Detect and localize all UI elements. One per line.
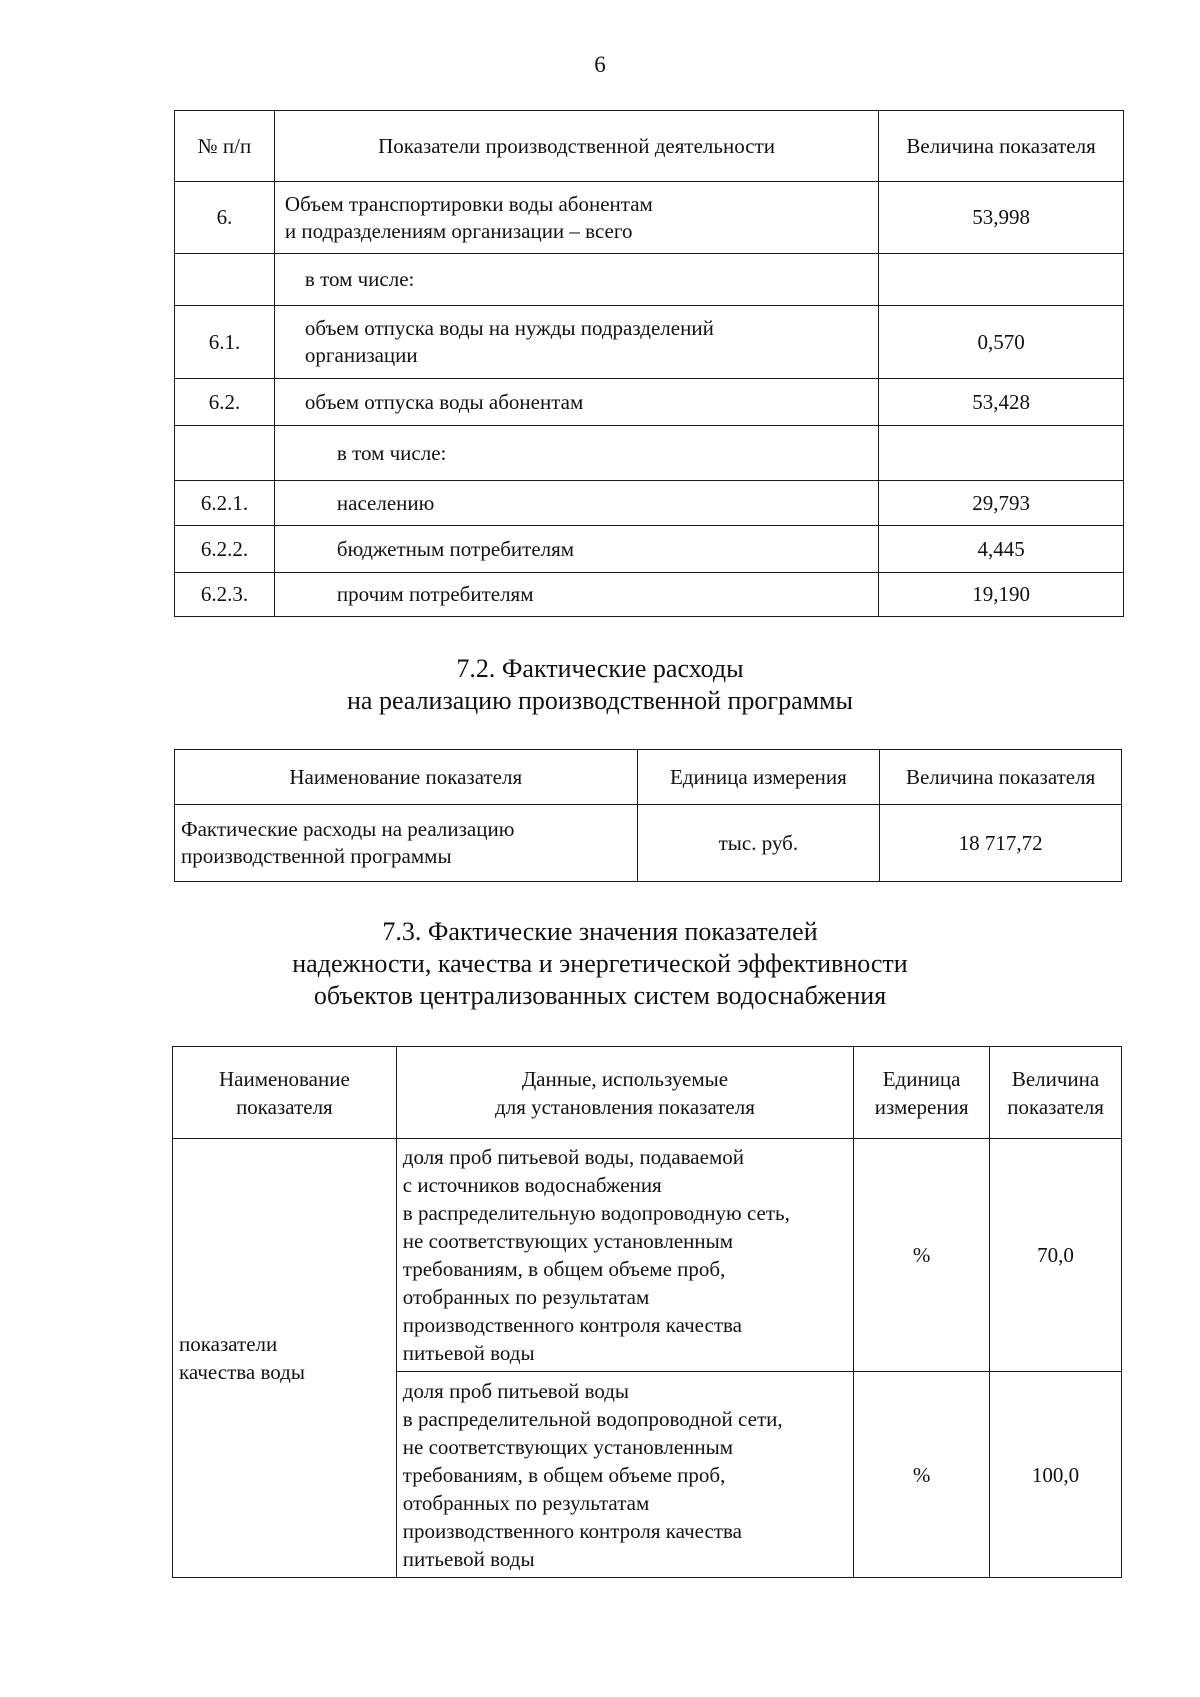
header-unit: Единица измерения (637, 750, 880, 805)
row-num (175, 254, 275, 306)
row-num: 6.2. (175, 379, 275, 426)
row-num: 6. (175, 182, 275, 254)
row-num: 6.2.3. (175, 573, 275, 617)
header-num: № п/п (175, 111, 275, 182)
header-line: измерения (874, 1094, 969, 1119)
row-data-line: отобранных по результатам (402, 1490, 650, 1515)
header-line: Данные, используемые (521, 1066, 729, 1091)
table-row (173, 1139, 1122, 1372)
table-row (175, 426, 1124, 481)
section-title-line: надежности, качества и энергетической эффективности (292, 949, 908, 978)
table-header-row (175, 750, 1122, 805)
table-row (175, 805, 1122, 882)
header-line: показателя (236, 1094, 333, 1119)
group-label-line: показатели (179, 1332, 278, 1356)
row-data-line: производственного контроля качества (402, 1518, 742, 1543)
row-label-line: и подразделениям организации – всего (284, 218, 633, 243)
group-label-line: качества воды (179, 1360, 305, 1384)
table-header-row (173, 1047, 1122, 1139)
header-line: Величина (1011, 1066, 1100, 1091)
row-data (396, 1139, 853, 1372)
quality-indicators-table (172, 1046, 1122, 1578)
row-data (396, 1372, 853, 1578)
page-number: 6 (594, 52, 606, 77)
row-data-line: питьевой воды (402, 1341, 535, 1365)
header-line: Единица (882, 1066, 961, 1091)
header-line: для установления показателя (495, 1094, 755, 1119)
row-value: 29,793 (879, 481, 1124, 526)
row-label-line: Объем транспортировки воды абонентам (284, 191, 653, 216)
row-value (879, 254, 1124, 306)
row-num: 6.2.1. (175, 481, 275, 526)
row-label: в том числе: (274, 426, 878, 481)
header-name (173, 1047, 397, 1139)
header-value: Величина показателя (879, 111, 1124, 182)
row-data-line: требованиям, в общем объеме проб, (402, 1462, 726, 1487)
row-data-line: с источников водоснабжения (402, 1173, 662, 1197)
row-value: 19,190 (879, 573, 1124, 617)
row-unit: % (854, 1139, 990, 1372)
expenses-table (174, 749, 1122, 882)
row-name-line: производственной программы (181, 844, 452, 868)
row-data-line: доля проб питьевой воды, подаваемой (402, 1145, 744, 1169)
row-value: 18 717,72 (880, 805, 1122, 882)
row-value: 53,998 (879, 182, 1124, 254)
row-label: прочим потребителям (274, 573, 878, 617)
group-label (173, 1139, 397, 1578)
section-7-2-title (0, 653, 1200, 717)
row-label-line: объем отпуска воды на нужды подразделений (304, 316, 714, 340)
header-name: Наименование показателя (175, 750, 638, 805)
section-title-line: на реализацию производственной программы (346, 686, 853, 715)
row-data-line: требованиям, в общем объеме проб, (402, 1257, 726, 1281)
row-num: 6.1. (175, 306, 275, 379)
row-data-line: не соответствующих установленным (402, 1229, 734, 1253)
header-indicator: Показатели производственной деятельности (274, 111, 878, 182)
row-name-line: Фактические расходы на реализацию (181, 817, 515, 841)
header-value (990, 1047, 1122, 1139)
row-num (175, 426, 275, 481)
row-data-line: питьевой воды (402, 1546, 535, 1571)
production-indicators-table (174, 110, 1124, 617)
row-value: 0,570 (879, 306, 1124, 379)
table-row (175, 573, 1124, 617)
row-unit: тыс. руб. (637, 805, 880, 882)
section-title-line: 7.3. Фактические значения показателей (382, 917, 818, 946)
table-row (175, 526, 1124, 573)
table-row (175, 481, 1124, 526)
row-label-line: организации (304, 343, 418, 367)
row-data-line: в распределительную водопроводную сеть, (402, 1201, 790, 1225)
row-data-line: производственного контроля качества (402, 1313, 742, 1337)
row-value (879, 426, 1124, 481)
header-line: показателя (1007, 1094, 1104, 1119)
row-label (274, 306, 878, 379)
row-value: 100,0 (990, 1372, 1122, 1578)
row-value: 4,445 (879, 526, 1124, 573)
row-value: 53,428 (879, 379, 1124, 426)
header-value: Величина показателя (880, 750, 1122, 805)
table-row (175, 182, 1124, 254)
row-unit: % (854, 1372, 990, 1578)
row-label: в том числе: (274, 254, 878, 306)
table-row (175, 254, 1124, 306)
header-data (396, 1047, 853, 1139)
row-label (274, 182, 878, 254)
row-label: объем отпуска воды абонентам (274, 379, 878, 426)
table-row (175, 306, 1124, 379)
row-label: населению (274, 481, 878, 526)
row-num: 6.2.2. (175, 526, 275, 573)
section-title-line: объектов централизованных систем водоснабжения (313, 981, 887, 1010)
table-header-row (175, 111, 1124, 182)
row-value: 70,0 (990, 1139, 1122, 1372)
header-unit (854, 1047, 990, 1139)
section-title-line: 7.2. Фактические расходы (456, 654, 744, 683)
header-line: Наименование (218, 1066, 350, 1091)
row-data-line: не соответствующих установленным (402, 1434, 734, 1459)
table-row (175, 379, 1124, 426)
section-7-3-title (0, 916, 1200, 1012)
row-name (175, 805, 638, 882)
row-data-line: отобранных по результатам (402, 1285, 650, 1309)
row-data-line: в распределительной водопроводной сети, (402, 1406, 783, 1431)
row-label: бюджетным потребителям (274, 526, 878, 573)
row-data-line: доля проб питьевой воды (402, 1378, 630, 1403)
